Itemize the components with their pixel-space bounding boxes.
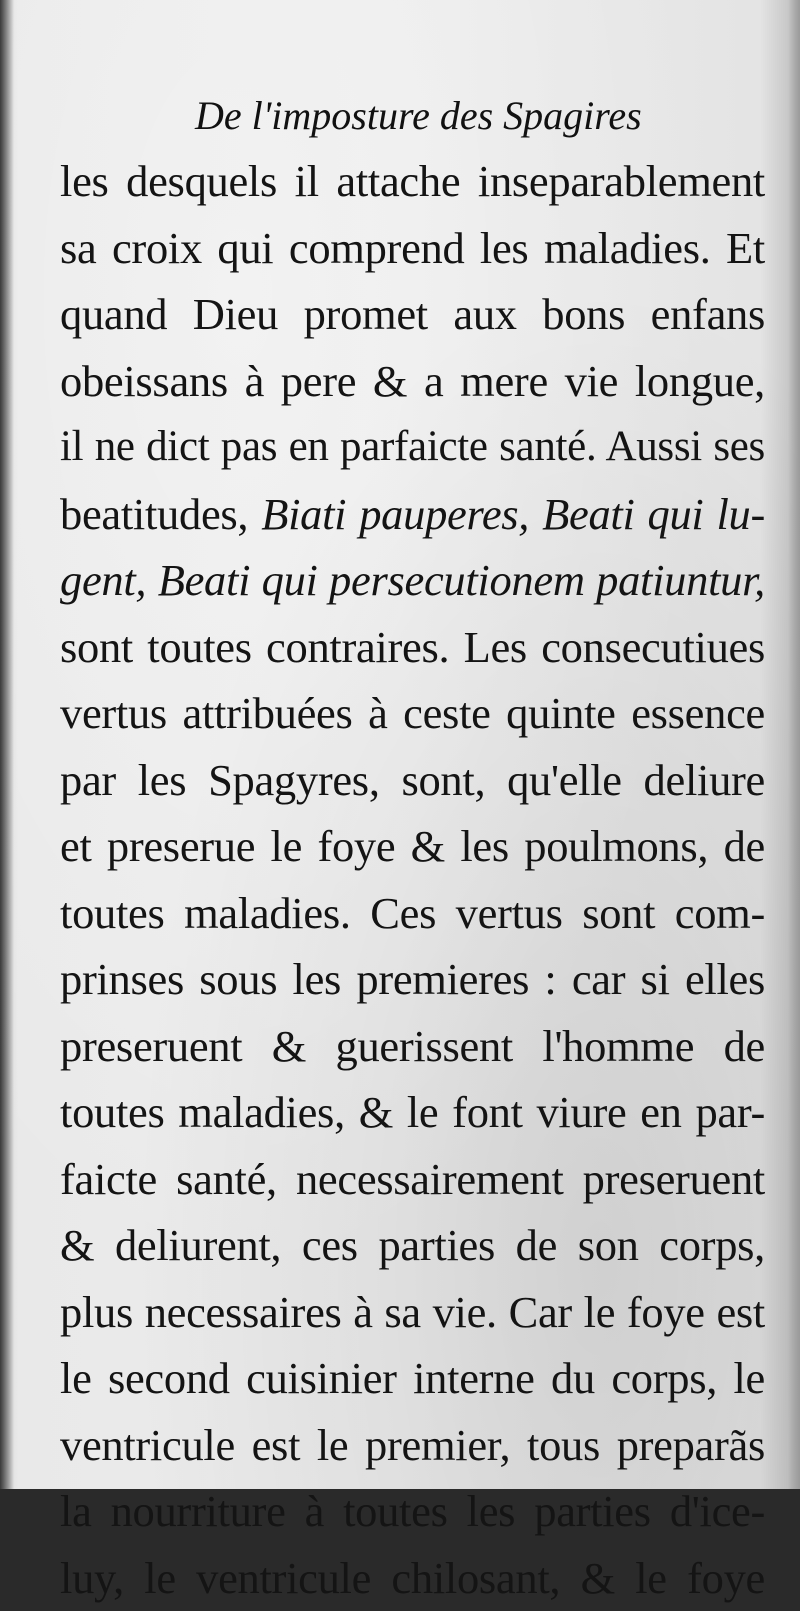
text-line: [60, 1279, 765, 1346]
text-line: [60, 547, 765, 614]
text-line: [60, 813, 765, 880]
text-segment: plus necessaires à sa vie. Car le foye est: [60, 1287, 765, 1337]
text-segment: faicte santé, necessairement preseruent: [60, 1154, 765, 1204]
text-segment: par les Spagyres, sont, qu'elle deliure: [60, 755, 765, 805]
running-head: De l'imposture des Spagires: [195, 92, 665, 140]
text-segment: il ne dict pas en parfaicte santé. Aussi ses: [60, 423, 765, 470]
text-line: [60, 481, 765, 548]
text-segment: preseruent & guerissent l'homme de: [60, 1021, 765, 1071]
text-line: [60, 148, 765, 215]
text-line: [60, 880, 765, 947]
text-segment: sont toutes contraires. Les consecutiues: [60, 622, 765, 672]
text-line: [60, 1545, 765, 1611]
text-segment: vertus attribuées à ceste quinte essence: [60, 688, 765, 738]
text-line: [60, 281, 765, 348]
text-line: [60, 414, 765, 481]
text-segment: ventricule est le premier, tous preparãs: [60, 1420, 765, 1470]
text-segment: toutes maladies. Ces vertus sont com-: [60, 888, 765, 938]
text-segment: quand Dieu promet aux bons enfans: [60, 289, 765, 339]
text-line: [60, 1079, 765, 1146]
text-segment: beatitudes,: [60, 489, 261, 539]
text-line: [60, 946, 765, 1013]
text-line: [60, 1478, 765, 1545]
text-line: [60, 348, 765, 415]
italic-text-segment: gent, Beati qui persecutionem patiuntur,: [60, 555, 765, 605]
text-segment: toutes maladies, & le font viure en par-: [60, 1087, 765, 1137]
text-line: [60, 747, 765, 814]
body-text: [60, 148, 765, 1611]
text-line: [60, 1212, 765, 1279]
text-segment: & deliurent, ces parties de son corps,: [60, 1220, 765, 1270]
scan-right-edge: [788, 0, 800, 1489]
text-segment: prinses sous les premieres : car si elles: [60, 954, 765, 1004]
text-line: [60, 1345, 765, 1412]
text-line: [60, 1146, 765, 1213]
text-segment: luy, le ventricule chilosant, & le foye: [60, 1553, 765, 1603]
text-line: [60, 1412, 765, 1479]
text-line: [60, 680, 765, 747]
text-line: [60, 215, 765, 282]
italic-text-segment: Biati pauperes, Beati qui lu-: [261, 489, 765, 539]
text-segment: et preserue le foye & les poulmons, de: [60, 821, 765, 871]
text-line: [60, 614, 765, 681]
text-segment: les desquels il attache inseparablement: [60, 156, 765, 206]
text-line: [60, 1013, 765, 1080]
text-segment: le second cuisinier interne du corps, le: [60, 1353, 765, 1403]
text-segment: la nourriture à toutes les parties d'ice-: [60, 1486, 765, 1536]
scan-left-edge: [0, 0, 14, 1489]
text-segment: obeissans à pere & a mere vie longue,: [60, 356, 765, 406]
text-segment: sa croix qui comprend les maladies. Et: [60, 223, 765, 273]
